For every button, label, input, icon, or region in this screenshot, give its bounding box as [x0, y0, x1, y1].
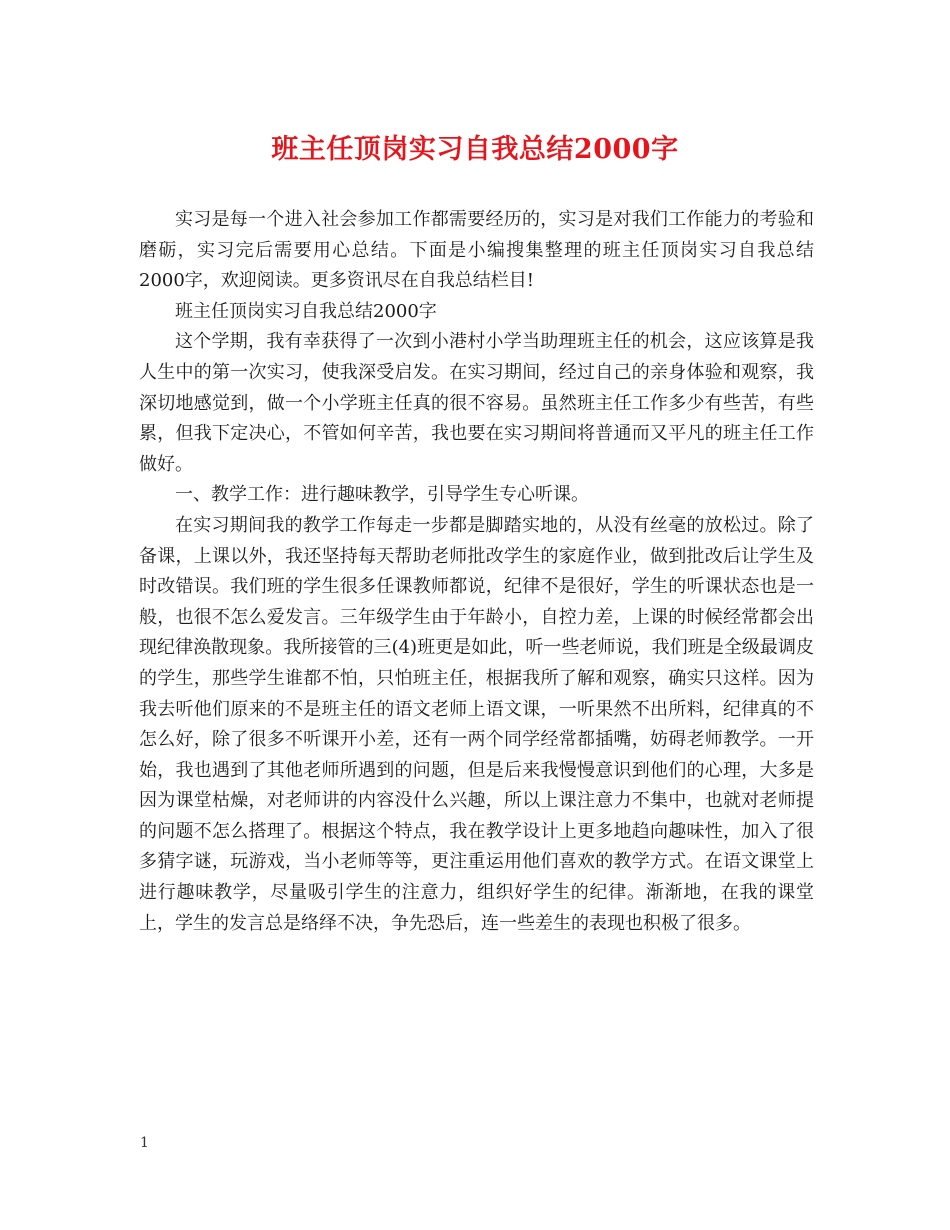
document-body	[139, 205, 814, 939]
body-paragraph: 这个学期，我有幸获得了一次到小港村小学当助理班主任的机会，这应该算是我人生中的第一次实习，使我深受启发。在实习期间，经过自己的亲身体验和观察，我深切地感觉到，做一个小学班主任真的很不容易。虽然班主任工作多少有些苦，有些累，但我下定决心，不管如何辛苦，我也要在实习期间将普通而又平凡的班主任工作做好。	[139, 331, 814, 475]
body-paragraph: 在实习期间我的教学工作每走一步都是脚踏实地的，从没有丝毫的放松过。除了备课，上课以外，我还坚持每天帮助老师批改学生的家庭作业，做到批改后让学生及时改错误。我们班的学生很多任课教师都说，纪律不是很好，学生的听课状态也是一般，也很不怎么爱发言。三年级学生由于年龄小，自控力差，上课的时候经常都会出现纪律涣散现象。我所接管的三(4)班更是如此，听一些老师说，我们班是全级最调皮的学生，那些学生谁都不怕，只怕班主任，根据我所了解和观察，确实只这样。因为我去听他们原来的不是班主任的语文老师上语文课，一听果然不出所料，纪律真的不怎么好，除了很多不听课开小差，还有一两个同学经常都插嘴，妨碍老师教学。一开始，我也遇到了其他老师所遇到的问题，但是后来我慢慢意识到他们的心理，大多是因为课堂枯燥，对老师讲的内容没什么兴趣，所以上课注意力不集中，也就对老师提的问题不怎么搭理了。根据这个特点，我在教学设计上更多地趋向趣味性，加入了很多猜字谜，玩游戏，当小老师等等，更注重运用他们喜欢的教学方式。在语文课堂上进行趣味教学，尽量吸引学生的注意力，组织好学生的纪律。渐渐地，在我的课堂上，学生的发言总是络绎不决，争先恐后，连一些差生的表现也积极了很多。	[139, 514, 814, 934]
section-heading: 一、教学工作：进行趣味教学，引导学生专心听课。	[175, 484, 589, 506]
intro-paragraph: 实习是每一个进入社会参加工作都需要经历的，实习是对我们工作能力的考验和磨砺，实习完后需要用心总结。下面是小编搜集整理的班主任顶岗实习自我总结2000字，欢迎阅读。更多资讯尽在自我总结栏目!	[139, 209, 814, 292]
subheading-paragraph: 班主任顶岗实习自我总结2000字	[175, 300, 437, 322]
page-number: 1	[140, 1135, 149, 1151]
document-title: 班主任顶岗实习自我总结2000字	[271, 134, 679, 165]
